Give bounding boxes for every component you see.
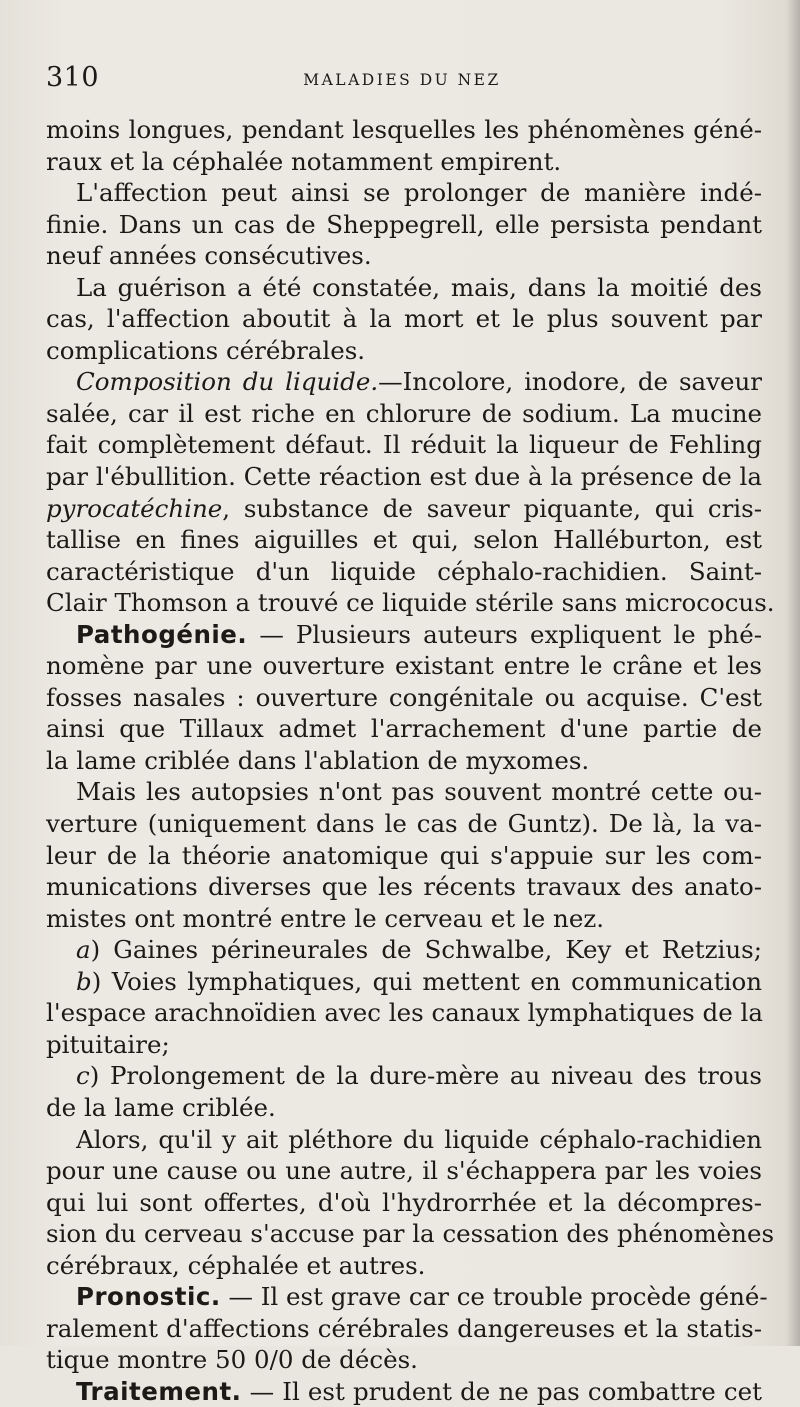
text-line (46, 1376, 762, 1407)
text-line (46, 1187, 762, 1219)
text-segment: ainsi que Tillaux admet l'arrachement d'une partie de (46, 714, 762, 744)
text-segment: — Plusieurs auteurs expliquent le phé- (247, 619, 762, 649)
italic-text: b (76, 966, 92, 996)
text-segment: moins longues, pendant lesquelles les phénomènes géné- (46, 115, 762, 144)
text-segment: verture (uniquement dans le cas de Guntz). De là, la va- (46, 809, 762, 839)
text-line (46, 398, 762, 430)
text-segment: leur de la théorie anatomique qui s'appuie sur les com- (46, 840, 762, 870)
text-segment: la lame criblée dans l'ablation de myxomes. (46, 745, 590, 775)
italic-text: a (76, 935, 91, 965)
text-segment: L'affection peut ainsi se prolonger de manière indé- (76, 178, 762, 208)
text-line (46, 429, 762, 461)
italic-text: c (76, 1061, 90, 1091)
text-line (46, 776, 762, 808)
section-heading: Pronostic. (76, 1282, 221, 1312)
text-segment: nomène par une ouverture existant entre le crâne et les (46, 651, 762, 681)
text-line (46, 619, 762, 651)
text-segment: qui lui sont offertes, d'où l'hydrorrhée et la décompres- (46, 1187, 762, 1217)
text-segment: salée, car il est riche en chlorure de sodium. La mucine (46, 398, 762, 428)
text-segment: l'espace arachnoïdien avec les canaux lymphatiques de la (46, 998, 763, 1028)
page-edge-shadow (786, 0, 800, 1346)
text-line (46, 556, 762, 588)
text-segment: ) Voies lymphatiques, qui mettent en communication (91, 966, 762, 996)
text-line (46, 934, 762, 966)
text-segment: mistes ont montré entre le cerveau et le nez. (46, 903, 605, 933)
text-line (46, 1124, 762, 1156)
text-line (46, 524, 762, 556)
text-segment: pituitaire; (46, 1029, 170, 1059)
text-segment: pour une cause ou une autre, il s'échappera par les voies (46, 1156, 762, 1186)
text-line (46, 177, 762, 209)
text-segment: ) Gaines périneurales de Schwalbe, Key et Retzius; (90, 935, 762, 965)
text-segment: tique montre 50 0/0 de décès. (46, 1345, 418, 1375)
text-segment: munications diverses que les récents travaux des anato- (46, 872, 762, 902)
text-segment: sion du cerveau s'accuse par la cessation des phénomènes (46, 1219, 775, 1249)
text-segment: — Il est grave car ce trouble procède géné- (220, 1282, 768, 1312)
section-heading: Traitement. (76, 1376, 242, 1406)
text-segment: ) Prolongement de la dure-mère au niveau des trous (89, 1061, 762, 1091)
text-line (46, 272, 762, 304)
text-segment: ralement d'affections cérébrales dangereuses et la statis- (46, 1313, 762, 1343)
text-line (46, 997, 762, 1029)
text-line (46, 587, 775, 619)
text-segment: Alors, qu'il y ait pléthore du liquide céphalo-rachidien (76, 1124, 762, 1154)
text-line (46, 240, 762, 272)
text-segment: raux et la céphalée notamment empirent. (46, 146, 562, 176)
text-line (46, 745, 762, 777)
text-segment: —Incolore, inodore, de saveur (378, 367, 762, 397)
text-segment: — Il est prudent de ne pas combattre cet (241, 1376, 762, 1406)
text-line (46, 114, 762, 146)
text-segment: cérébraux, céphalée et autres. (46, 1250, 426, 1280)
text-line (46, 303, 762, 335)
text-line (46, 1060, 762, 1092)
text-line (46, 1092, 762, 1124)
text-line (46, 1344, 762, 1376)
text-segment: de la lame criblée. (46, 1092, 276, 1122)
text-line (46, 1155, 762, 1187)
text-line (46, 808, 762, 840)
italic-text: Composition du liquide. (76, 367, 379, 397)
text-line (46, 335, 762, 367)
text-segment: finie. Dans un cas de Sheppegrell, elle persista pendant (46, 209, 762, 239)
text-line (46, 840, 762, 872)
text-line (46, 966, 762, 998)
text-line (46, 1250, 762, 1282)
text-segment: , substance de saveur piquante, qui cris- (222, 493, 762, 523)
text-segment: fait complètement défaut. Il réduit la liqueur de Fehling (46, 430, 762, 460)
text-segment: tallise en fines aiguilles et qui, selon Halléburton, est (46, 525, 762, 555)
text-line (46, 209, 762, 241)
text-line (46, 1281, 768, 1313)
text-line (46, 146, 762, 178)
page-number: 310 (46, 62, 100, 93)
text-line (46, 461, 762, 493)
running-title: MALADIES DU NEZ (303, 71, 501, 89)
text-line (46, 682, 762, 714)
text-segment: La guérison a été constatée, mais, dans la moitié des (76, 272, 762, 302)
text-segment: fosses nasales : ouverture congénitale ou acquise. C'est (46, 682, 762, 712)
text-segment: caractéristique d'un liquide céphalo-rachidien. Saint- (46, 556, 762, 586)
text-line (46, 871, 762, 903)
italic-text: pyrocatéchine (46, 493, 223, 523)
text-segment: complications cérébrales. (46, 335, 366, 365)
text-line (46, 1313, 762, 1345)
text-line (46, 1218, 775, 1250)
text-segment: cas, l'affection aboutit à la mort et le plus souvent par (46, 304, 762, 334)
text-line (46, 366, 762, 398)
text-line (46, 650, 762, 682)
text-segment: Clair Thomson a trouvé ce liquide stérile sans micrococus. (46, 588, 775, 618)
text-line (46, 903, 762, 935)
text-line (46, 493, 762, 525)
text-line (46, 1029, 762, 1061)
page-header (46, 62, 758, 102)
text-segment: neuf années consécutives. (46, 241, 372, 271)
text-line (46, 713, 762, 745)
body-text (46, 114, 775, 1407)
text-segment: par l'ébullition. Cette réaction est due à la présence de la (46, 462, 762, 492)
text-segment: Mais les autopsies n'ont pas souvent montré cette ou- (76, 777, 762, 807)
section-heading: Pathogénie. (76, 619, 248, 649)
